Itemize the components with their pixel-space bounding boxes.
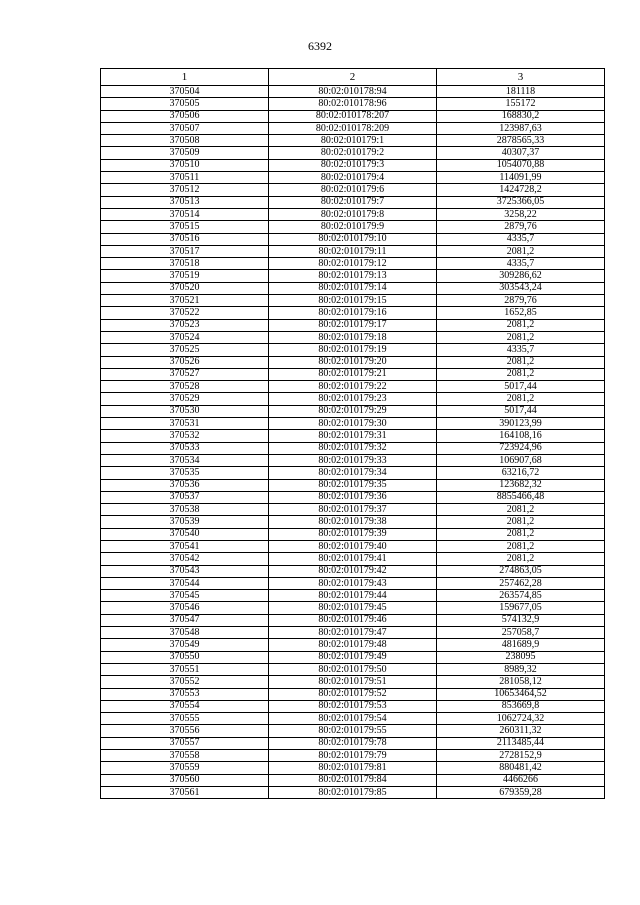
cadastral-number-cell: 80:02:010178:207: [269, 110, 437, 122]
table-row: [101, 504, 605, 516]
cadastral-value-cell: 164108,16: [437, 430, 605, 442]
table-row: [101, 454, 605, 466]
cadastral-value-cell: 1054070,88: [437, 159, 605, 171]
table-row: [101, 405, 605, 417]
table-row: [101, 442, 605, 454]
cadastral-number-cell: 80:02:010179:50: [269, 663, 437, 675]
cadastral-value-cell: 155172: [437, 98, 605, 110]
table-row: [101, 651, 605, 663]
cadastral-value-cell: 263574,85: [437, 590, 605, 602]
row-number-cell: 370550: [101, 651, 269, 663]
row-number-cell: 370527: [101, 368, 269, 380]
row-number-cell: 370510: [101, 159, 269, 171]
cadastral-number-cell: 80:02:010179:78: [269, 737, 437, 749]
row-number-cell: 370507: [101, 122, 269, 134]
row-number-cell: 370520: [101, 282, 269, 294]
row-number-cell: 370534: [101, 454, 269, 466]
row-number-cell: 370535: [101, 467, 269, 479]
table-row: [101, 676, 605, 688]
table-row: [101, 418, 605, 430]
cadastral-value-cell: 8989,32: [437, 663, 605, 675]
cadastral-number-cell: 80:02:010179:7: [269, 196, 437, 208]
row-number-cell: 370548: [101, 627, 269, 639]
table-row: [101, 270, 605, 282]
cadastral-number-cell: 80:02:010179:6: [269, 184, 437, 196]
table-row: [101, 528, 605, 540]
row-number-cell: 370551: [101, 663, 269, 675]
cadastral-value-cell: 309286,62: [437, 270, 605, 282]
cadastral-number-cell: 80:02:010179:8: [269, 208, 437, 220]
cadastral-value-cell: 679359,28: [437, 786, 605, 798]
table-row: [101, 737, 605, 749]
cadastral-value-cell: 257462,28: [437, 577, 605, 589]
cadastral-value-cell: 106907,68: [437, 454, 605, 466]
cadastral-value-cell: 123682,32: [437, 479, 605, 491]
table-row: [101, 786, 605, 798]
cadastral-number-cell: 80:02:010179:29: [269, 405, 437, 417]
cadastral-number-cell: 80:02:010178:209: [269, 122, 437, 134]
row-number-cell: 370549: [101, 639, 269, 651]
row-number-cell: 370556: [101, 725, 269, 737]
row-number-cell: 370516: [101, 233, 269, 245]
table-row: [101, 307, 605, 319]
cadastral-number-cell: 80:02:010179:49: [269, 651, 437, 663]
table-row: [101, 122, 605, 134]
row-number-cell: 370512: [101, 184, 269, 196]
cadastral-value-cell: 3725366,05: [437, 196, 605, 208]
row-number-cell: 370537: [101, 491, 269, 503]
cadastral-value-cell: 10653464,52: [437, 688, 605, 700]
row-number-cell: 370547: [101, 614, 269, 626]
row-number-cell: 370515: [101, 221, 269, 233]
cadastral-number-cell: 80:02:010179:2: [269, 147, 437, 159]
cadastral-value-cell: 2081,2: [437, 528, 605, 540]
table-row: [101, 774, 605, 786]
row-number-cell: 370542: [101, 553, 269, 565]
table-row: [101, 233, 605, 245]
cadastral-number-cell: 80:02:010179:41: [269, 553, 437, 565]
row-number-cell: 370532: [101, 430, 269, 442]
column-header-3: 3: [437, 69, 605, 86]
row-number-cell: 370546: [101, 602, 269, 614]
cadastral-value-cell: 481689,9: [437, 639, 605, 651]
cadastral-number-cell: 80:02:010179:1: [269, 135, 437, 147]
table-row: [101, 700, 605, 712]
row-number-cell: 370517: [101, 245, 269, 257]
row-number-cell: 370561: [101, 786, 269, 798]
table-row: [101, 540, 605, 552]
table-row: [101, 430, 605, 442]
cadastral-value-cell: 2081,2: [437, 331, 605, 343]
table-row: [101, 331, 605, 343]
row-number-cell: 370526: [101, 356, 269, 368]
table-row: [101, 516, 605, 528]
row-number-cell: 370540: [101, 528, 269, 540]
cadastral-value-cell: 3258,22: [437, 208, 605, 220]
row-number-cell: 370511: [101, 172, 269, 184]
table-row: [101, 565, 605, 577]
cadastral-number-cell: 80:02:010179:22: [269, 381, 437, 393]
table-row: [101, 393, 605, 405]
cadastral-value-cell: 4335,7: [437, 258, 605, 270]
table-row: [101, 381, 605, 393]
table-row: [101, 172, 605, 184]
cadastral-number-cell: 80:02:010179:46: [269, 614, 437, 626]
cadastral-value-cell: 2081,2: [437, 368, 605, 380]
row-number-cell: 370518: [101, 258, 269, 270]
cadastral-number-cell: 80:02:010179:3: [269, 159, 437, 171]
row-number-cell: 370541: [101, 540, 269, 552]
cadastral-value-cell: 260311,32: [437, 725, 605, 737]
cadastral-number-cell: 80:02:010179:16: [269, 307, 437, 319]
row-number-cell: 370555: [101, 713, 269, 725]
cadastral-value-cell: 168830,2: [437, 110, 605, 122]
table-row: [101, 98, 605, 110]
cadastral-value-cell: 574132,9: [437, 614, 605, 626]
cadastral-value-cell: 2081,2: [437, 356, 605, 368]
cadastral-value-cell: 281058,12: [437, 676, 605, 688]
cadastral-number-cell: 80:02:010179:14: [269, 282, 437, 294]
row-number-cell: 370559: [101, 762, 269, 774]
cadastral-number-cell: 80:02:010179:20: [269, 356, 437, 368]
cadastral-value-cell: 4466266: [437, 774, 605, 786]
row-number-cell: 370533: [101, 442, 269, 454]
table-row: [101, 602, 605, 614]
cadastral-number-cell: 80:02:010179:48: [269, 639, 437, 651]
cadastral-value-cell: 4335,7: [437, 344, 605, 356]
cadastral-value-cell: 5017,44: [437, 405, 605, 417]
table-row: [101, 577, 605, 589]
table-header-row: [101, 69, 605, 86]
row-number-cell: 370554: [101, 700, 269, 712]
row-number-cell: 370519: [101, 270, 269, 282]
table-row: [101, 762, 605, 774]
table-row: [101, 356, 605, 368]
row-number-cell: 370530: [101, 405, 269, 417]
cadastral-number-cell: 80:02:010179:52: [269, 688, 437, 700]
table-row: [101, 159, 605, 171]
table-row: [101, 147, 605, 159]
table-row: [101, 184, 605, 196]
cadastral-number-cell: 80:02:010179:54: [269, 713, 437, 725]
row-number-cell: 370524: [101, 331, 269, 343]
row-number-cell: 370528: [101, 381, 269, 393]
table-row: [101, 295, 605, 307]
cadastral-value-cell: 2081,2: [437, 393, 605, 405]
row-number-cell: 370531: [101, 418, 269, 430]
cadastral-value-cell: 1062724,32: [437, 713, 605, 725]
cadastral-value-cell: 2879,76: [437, 221, 605, 233]
row-number-cell: 370543: [101, 565, 269, 577]
cadastral-number-cell: 80:02:010179:21: [269, 368, 437, 380]
row-number-cell: 370553: [101, 688, 269, 700]
table-row: [101, 467, 605, 479]
cadastral-number-cell: 80:02:010178:94: [269, 86, 437, 98]
cadastral-number-cell: 80:02:010178:96: [269, 98, 437, 110]
column-header-2: 2: [269, 69, 437, 86]
cadastral-value-cell: 159677,05: [437, 602, 605, 614]
cadastral-number-cell: 80:02:010179:47: [269, 627, 437, 639]
table-row: [101, 590, 605, 602]
cadastral-number-cell: 80:02:010179:11: [269, 245, 437, 257]
table-row: [101, 368, 605, 380]
row-number-cell: 370522: [101, 307, 269, 319]
cadastral-number-cell: 80:02:010179:12: [269, 258, 437, 270]
row-number-cell: 370508: [101, 135, 269, 147]
table-row: [101, 221, 605, 233]
row-number-cell: 370557: [101, 737, 269, 749]
row-number-cell: 370529: [101, 393, 269, 405]
cadastral-value-table: [100, 68, 605, 799]
table-row: [101, 725, 605, 737]
cadastral-number-cell: 80:02:010179:36: [269, 491, 437, 503]
table-row: [101, 627, 605, 639]
cadastral-value-cell: 390123,99: [437, 418, 605, 430]
table-row: [101, 135, 605, 147]
cadastral-value-cell: 853669,8: [437, 700, 605, 712]
cadastral-number-cell: 80:02:010179:38: [269, 516, 437, 528]
row-number-cell: 370536: [101, 479, 269, 491]
cadastral-value-cell: 238095: [437, 651, 605, 663]
cadastral-number-cell: 80:02:010179:9: [269, 221, 437, 233]
row-number-cell: 370552: [101, 676, 269, 688]
cadastral-value-cell: 114091,99: [437, 172, 605, 184]
cadastral-number-cell: 80:02:010179:18: [269, 331, 437, 343]
row-number-cell: 370505: [101, 98, 269, 110]
row-number-cell: 370560: [101, 774, 269, 786]
row-number-cell: 370514: [101, 208, 269, 220]
cadastral-number-cell: 80:02:010179:85: [269, 786, 437, 798]
cadastral-value-cell: 257058,7: [437, 627, 605, 639]
cadastral-value-cell: 1652,85: [437, 307, 605, 319]
row-number-cell: 370506: [101, 110, 269, 122]
cadastral-number-cell: 80:02:010179:81: [269, 762, 437, 774]
cadastral-value-cell: 40307,37: [437, 147, 605, 159]
cadastral-value-cell: 2081,2: [437, 540, 605, 552]
cadastral-number-cell: 80:02:010179:51: [269, 676, 437, 688]
cadastral-number-cell: 80:02:010179:43: [269, 577, 437, 589]
cadastral-value-cell: 8855466,48: [437, 491, 605, 503]
column-header-1: 1: [101, 69, 269, 86]
cadastral-value-cell: 2081,2: [437, 516, 605, 528]
cadastral-value-cell: 123987,63: [437, 122, 605, 134]
cadastral-number-cell: 80:02:010179:15: [269, 295, 437, 307]
cadastral-value-cell: 2879,76: [437, 295, 605, 307]
cadastral-number-cell: 80:02:010179:31: [269, 430, 437, 442]
cadastral-number-cell: 80:02:010179:55: [269, 725, 437, 737]
table-body: [101, 86, 605, 799]
cadastral-number-cell: 80:02:010179:42: [269, 565, 437, 577]
cadastral-value-cell: 181118: [437, 86, 605, 98]
cadastral-value-cell: 63216,72: [437, 467, 605, 479]
cadastral-number-cell: 80:02:010179:19: [269, 344, 437, 356]
cadastral-number-cell: 80:02:010179:13: [269, 270, 437, 282]
table-row: [101, 344, 605, 356]
row-number-cell: 370544: [101, 577, 269, 589]
table-row: [101, 479, 605, 491]
row-number-cell: 370558: [101, 750, 269, 762]
row-number-cell: 370538: [101, 504, 269, 516]
table-row: [101, 258, 605, 270]
cadastral-value-cell: 2878565,33: [437, 135, 605, 147]
row-number-cell: 370539: [101, 516, 269, 528]
table-row: [101, 688, 605, 700]
cadastral-number-cell: 80:02:010179:37: [269, 504, 437, 516]
cadastral-value-cell: 4335,7: [437, 233, 605, 245]
cadastral-number-cell: 80:02:010179:84: [269, 774, 437, 786]
cadastral-value-cell: 723924,96: [437, 442, 605, 454]
row-number-cell: 370523: [101, 319, 269, 331]
row-number-cell: 370525: [101, 344, 269, 356]
cadastral-value-cell: 880481,42: [437, 762, 605, 774]
table-row: [101, 614, 605, 626]
row-number-cell: 370513: [101, 196, 269, 208]
table-row: [101, 553, 605, 565]
cadastral-value-cell: 2081,2: [437, 319, 605, 331]
row-number-cell: 370504: [101, 86, 269, 98]
cadastral-number-cell: 80:02:010179:39: [269, 528, 437, 540]
cadastral-number-cell: 80:02:010179:53: [269, 700, 437, 712]
cadastral-number-cell: 80:02:010179:44: [269, 590, 437, 602]
table-row: [101, 245, 605, 257]
cadastral-value-cell: 2081,2: [437, 245, 605, 257]
cadastral-value-cell: 303543,24: [437, 282, 605, 294]
table-row: [101, 86, 605, 98]
table-row: [101, 110, 605, 122]
cadastral-number-cell: 80:02:010179:45: [269, 602, 437, 614]
cadastral-number-cell: 80:02:010179:4: [269, 172, 437, 184]
cadastral-number-cell: 80:02:010179:33: [269, 454, 437, 466]
table-row: [101, 713, 605, 725]
table-row: [101, 639, 605, 651]
table-row: [101, 491, 605, 503]
cadastral-value-cell: 5017,44: [437, 381, 605, 393]
cadastral-value-cell: 2728152,9: [437, 750, 605, 762]
row-number-cell: 370545: [101, 590, 269, 602]
table-row: [101, 750, 605, 762]
cadastral-value-cell: 1424728,2: [437, 184, 605, 196]
cadastral-number-cell: 80:02:010179:23: [269, 393, 437, 405]
table-row: [101, 196, 605, 208]
cadastral-number-cell: 80:02:010179:35: [269, 479, 437, 491]
table-row: [101, 208, 605, 220]
page-number: 6392: [308, 39, 332, 53]
table-row: [101, 282, 605, 294]
cadastral-number-cell: 80:02:010179:79: [269, 750, 437, 762]
cadastral-value-cell: 2081,2: [437, 553, 605, 565]
table-row: [101, 319, 605, 331]
row-number-cell: 370521: [101, 295, 269, 307]
cadastral-number-cell: 80:02:010179:32: [269, 442, 437, 454]
cadastral-number-cell: 80:02:010179:30: [269, 418, 437, 430]
row-number-cell: 370509: [101, 147, 269, 159]
table-row: [101, 663, 605, 675]
cadastral-number-cell: 80:02:010179:17: [269, 319, 437, 331]
cadastral-value-cell: 2081,2: [437, 504, 605, 516]
cadastral-number-cell: 80:02:010179:10: [269, 233, 437, 245]
cadastral-number-cell: 80:02:010179:34: [269, 467, 437, 479]
cadastral-value-cell: 274863,05: [437, 565, 605, 577]
cadastral-value-cell: 2113485,44: [437, 737, 605, 749]
cadastral-number-cell: 80:02:010179:40: [269, 540, 437, 552]
